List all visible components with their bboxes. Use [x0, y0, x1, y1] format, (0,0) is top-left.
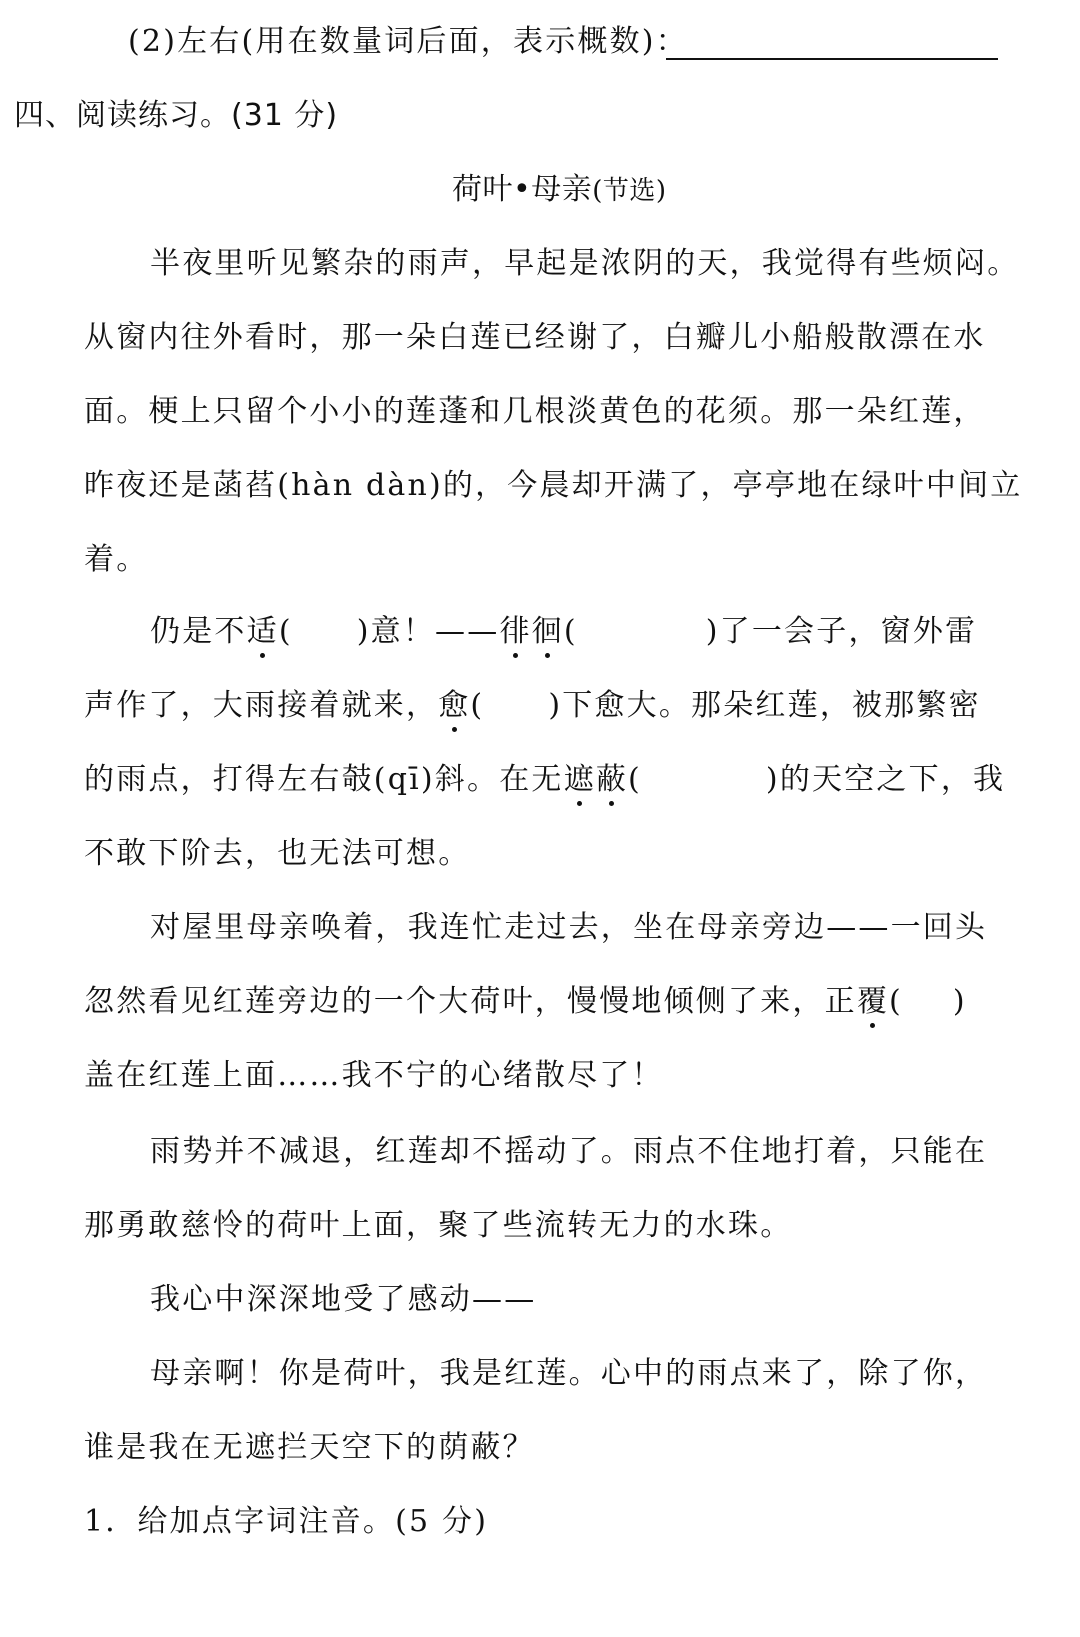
text: 声作了，大雨接着就来，	[84, 688, 439, 723]
text: (	[628, 762, 642, 797]
p2-line-4: 不敢下阶去，也无法可想。	[84, 836, 471, 871]
text: )意！——	[356, 614, 500, 649]
p3-line-3: 盖在红莲上面……我不宁的心绪散尽了！	[84, 1058, 664, 1093]
question-1-label: 1．给加点字词注音。(5 分)	[84, 1504, 489, 1539]
p5-line-1: 我心中深深地受了感动——	[150, 1282, 537, 1317]
p1-line-5: 着。	[84, 542, 149, 577]
p2-line-3	[84, 760, 1005, 800]
section-4-heading: 四、阅读练习。(31 分)	[14, 98, 339, 133]
p1-line-4: 昨夜还是菡萏(hàn dàn)的，今晨却开满了，亭亭地在绿叶中间立	[84, 468, 1023, 503]
p2-line-1	[150, 612, 977, 652]
question-2-label: (2)左右(用在数量词后面，表示概数)：	[128, 24, 688, 59]
dotted-char: 覆	[857, 982, 889, 1022]
p1-line-1: 半夜里听见繁杂的雨声，早起是浓阴的天，我觉得有些烦闷。	[150, 246, 1020, 281]
text: (	[889, 984, 903, 1019]
dotted-char: 徘	[499, 612, 531, 652]
p2-line-2	[84, 686, 981, 726]
p4-line-1: 雨势并不减退，红莲却不摇动了。雨点不住地打着，只能在	[150, 1134, 988, 1169]
text: (	[563, 614, 578, 649]
text: 的雨点，打得左右攲(qī)斜。在无	[84, 762, 564, 797]
p6-line-1: 母亲啊！你是荷叶，我是红莲。心中的雨点来了，除了你，	[150, 1356, 988, 1391]
article-title-text: 荷叶•母亲	[452, 172, 593, 207]
dotted-char: 愈	[438, 686, 470, 726]
p6-line-2: 谁是我在无遮拦天空下的荫蔽？	[84, 1430, 535, 1465]
article-title	[452, 170, 667, 211]
text: (	[278, 614, 293, 649]
text: )了一会子，窗外雷	[705, 614, 978, 649]
dotted-char: 徊	[532, 612, 564, 652]
p3-line-1: 对屋里母亲唤着，我连忙走过去，坐在母亲旁边——一回头	[150, 910, 988, 945]
dotted-char: 适	[247, 612, 279, 652]
answer-blank-2[interactable]	[666, 58, 998, 60]
text: 仍是不	[150, 614, 247, 649]
dotted-char: 蔽	[596, 760, 628, 800]
text: )	[952, 984, 967, 1019]
article-title-note: (节选)	[592, 176, 667, 206]
text: )的天空之下，我	[765, 762, 1006, 797]
dotted-char: 遮	[564, 760, 596, 800]
p1-line-3: 面。梗上只留个小小的莲蓬和几根淡黄色的花须。那一朵红莲，	[84, 394, 986, 429]
text: )下愈大。那朵红莲，被那繁密	[548, 688, 981, 723]
p1-line-2: 从窗内往外看时，那一朵白莲已经谢了，白瓣儿小船般散漂在水	[84, 320, 986, 355]
text: (	[470, 688, 485, 723]
p3-line-2	[84, 982, 967, 1022]
p4-line-2: 那勇敢慈怜的荷叶上面，聚了些流转无力的水珠。	[84, 1208, 793, 1243]
text: 忽然看见红莲旁边的一个大荷叶，慢慢地倾侧了来，正	[84, 984, 857, 1019]
